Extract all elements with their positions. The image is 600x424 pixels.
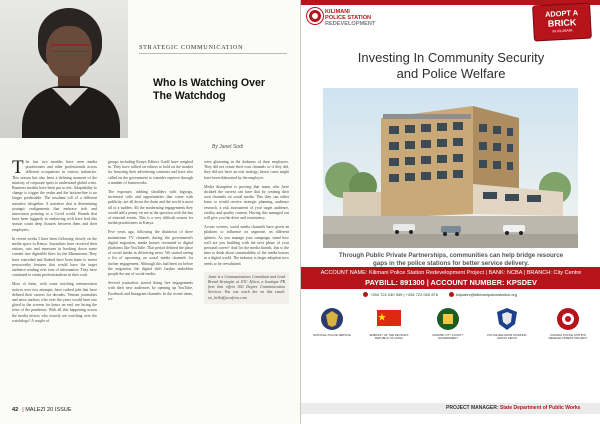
partner-logo: NAIROBI CITY COUNTY GOVERNMENT bbox=[423, 307, 473, 341]
phone-icon bbox=[363, 292, 368, 297]
section-divider bbox=[139, 53, 287, 54]
paybill-line: PAYBILL: 891300 | ACCOUNT NUMBER: KPSDEV bbox=[365, 278, 537, 287]
phone-contact: +254 722 240 949 | +254 722 000 876 bbox=[363, 292, 438, 297]
article-headline: Who Is Watching Over The Watchdog bbox=[153, 77, 266, 102]
email-contact: kilpsdev@kilimanipolicestation.org bbox=[449, 292, 517, 297]
partner-logo: NATIONAL POLICE SERVICE bbox=[307, 307, 357, 337]
partner-logo: EMBASSY OF THE PEOPLE'S REPUBLIC OF CHINA bbox=[364, 307, 414, 341]
article-paragraph: Five years ago, following the shutdown of three mainstream TV channels during the government's digital migration, media houses resonated to digital platforms like YouTube. That period defined the place of social media in delivering news. We started seeing a list of upcoming on social media channels for further engagement. Although this had been on before the migration, the digital shift further embolden people the use of social media. bbox=[108, 230, 193, 277]
account-line: ACCOUNT NAME: Kilimani Police Station Redevelopment Project | BANK: NCBA | BRANCH: City Centre bbox=[320, 270, 582, 276]
adopt-a-brick-badge: ADOPT A BRICK IN KILIMANI bbox=[532, 3, 592, 42]
article-paragraph: Most of them, with some notching remuneration notices over two attempts, have curbed jobs that have defined their careers for decades. Veteran journalists and news anchors who over the years would have one glued to the screens for hours on end, are facing the reset of the pandemic. With all this happening across the media sectors who exactly are watching over the watchdogs? A couple of bbox=[12, 282, 97, 323]
ad-title: Investing In Community Security and Police Welfare bbox=[357, 50, 545, 81]
article-paragraph: groups including Kenya Editors Guild have weighed in. They have rallied on editors to hold on the market for honoring their advertising contracts and have also called on the government to consider reprieve through a number of frameworks. bbox=[108, 160, 193, 185]
project-logo-icon bbox=[307, 8, 323, 24]
ppp-statement: Through Public Private Partnerships, communities can help bridge resource gaps in the police stations for better service delivery. bbox=[338, 252, 564, 267]
drop-cap: T bbox=[12, 160, 24, 178]
author-note: Janet is a Communications Consultant and Lead Brand Strategist at JOC Africa, a boutique PR firm that offers 360 Degree Communication Services. You can reach her on this email: on_hello@jocafrica.com bbox=[204, 272, 289, 304]
article-paragraph: Several journalists started doing live engagements with their new audiences by opening up YouTube, Facebook and Instagram channels. In the recent times, we bbox=[108, 281, 193, 301]
page-number-left: 42 bbox=[12, 407, 19, 413]
building-render-image bbox=[323, 88, 578, 248]
article-column-2 bbox=[108, 160, 193, 388]
china-flag-icon bbox=[377, 307, 401, 331]
partner-logo: POLICE REFORMS WORKING GROUP KENYA bbox=[482, 307, 532, 341]
article-body bbox=[12, 160, 289, 388]
account-details-bar bbox=[301, 267, 600, 289]
project-brand: KILIMANI POLICE STATION REDEVELOPMENT bbox=[325, 9, 376, 28]
partner-logos bbox=[307, 307, 595, 367]
partner-logo: KILIMANI POLICE STATION REDEVELOPMENT PROJECT bbox=[543, 307, 593, 341]
article-column-1 bbox=[12, 160, 97, 388]
contact-row bbox=[301, 290, 600, 301]
article-column-3 bbox=[204, 160, 289, 388]
article-paragraph: The last two months have seen media practitioners and other professionals across different occupations in various industries. This season has also been a defining moment of the ministry of corporate spots to understand global crisis. Business models have been put to test. Adaptability to change is trigger the realm and the bottom-line is no longer predictable. The resultant toll of a different narrative altogether. A narrative that is determining strategic realignments that embrace tech and innovation pointing to a Covid world. Brands that have been laggards in embracing tech have had this season count deep fissures between them and their employees. bbox=[12, 160, 97, 232]
article-byline: By Janet Sodi bbox=[212, 144, 243, 150]
project-manager-bar: PROJECT MANAGER: State Department of Public Works bbox=[301, 403, 600, 414]
article-paragraph: In recent weeks I have been following closely on the media space in Kenya. Journalists have received their rations, cuts and measures in booking down some content into digestible bites for the Mainstream. They have conceded and flashed have been haste to invest newsworthy features that would have the target audience reading over tons of information. They have continued to retain professionalism in their craft. bbox=[12, 236, 97, 278]
shield-crest-icon bbox=[495, 307, 519, 331]
issue-label-left: MALEZI 20 ISSUE bbox=[25, 407, 72, 413]
article-paragraph: The exposure, rubbing shoulders with bigwigs, increased calls and opportunities that come with publicity, are all down the drain and the world is most all of a sudden. All the moderating engagements they would add a penny on are at the question with the bus of external events. This is a very difficult season for media practitioners in Kenya. bbox=[108, 190, 193, 226]
footer-left: 42 | MALEZI 20 ISSUE bbox=[12, 407, 72, 413]
project-seal-icon bbox=[556, 307, 580, 331]
right-page bbox=[300, 0, 600, 424]
article-paragraph: Across screens, social media channels have given an platform to influence on segments on different spheres. As you manage your campaign, stand how well are you building with the next phase of your personal career? And for the media brands, this is the time to think about sustainability of the media houses in a digital world. The industry is larger adoption now needs to be reevaluated. bbox=[204, 225, 289, 266]
email-icon bbox=[449, 292, 454, 297]
section-label: STRATEGIC COMMUNICATION bbox=[139, 44, 244, 51]
county-crest-icon bbox=[436, 307, 460, 331]
author-photo bbox=[0, 0, 128, 138]
article-paragraph: Media disruption is proving that many who have dictated the current can have that by creating their own channels on social media. This they can either lease or would receive strategic planning, audience research, a risk assessment of your target audience, virality and quality content. Having this managed out will give you the drive and consistency. bbox=[204, 184, 289, 221]
police-crest-icon bbox=[320, 307, 344, 331]
article-paragraph: were glistening in the darkness of their employers. They did not create their own channels or if they did, they did not have an exit strategy, hence cases might have been elaborated by the employer. bbox=[204, 160, 289, 180]
